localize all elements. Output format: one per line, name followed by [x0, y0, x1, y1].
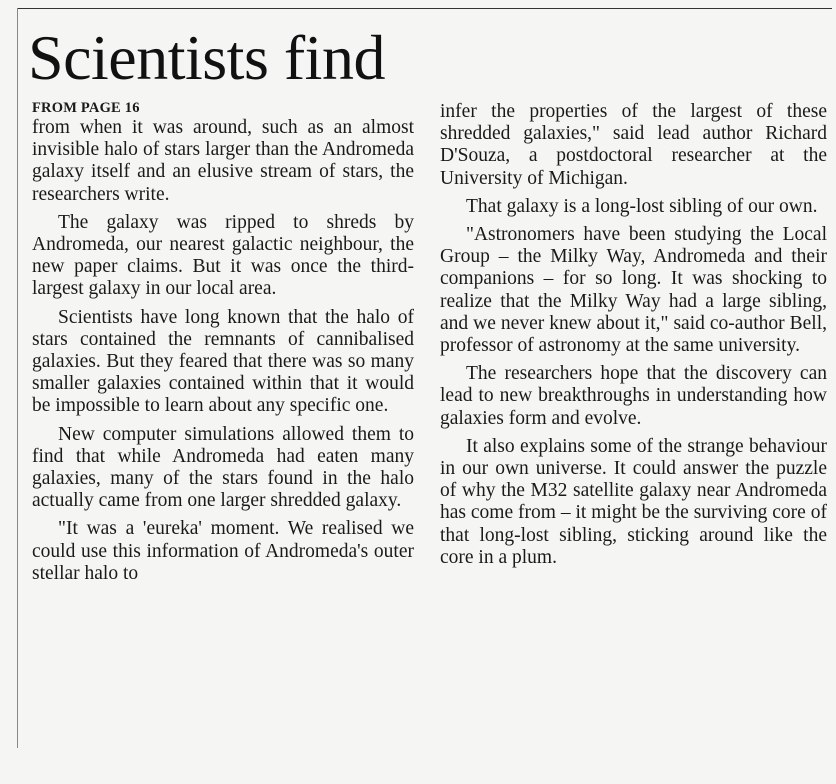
paragraph: Scientists have long known that the halo of stars contained the remnants of cannibalised galaxies. But they feared that there was so many smaller galaxies contained within that it would be impossible to learn about any specific one.	[32, 306, 414, 417]
paragraph: "Astronomers have been studying the Local Group – the Milky Way, Andromeda and their companions – for so long. It was shocking to realize that the Milky Way had a large sibling, and we never knew about it," said co-author Bell, professor of astronomy at the same university.	[440, 224, 827, 357]
paragraph: That galaxy is a long-lost sibling of our own.	[466, 195, 818, 217]
paragraph: New computer simulations allowed them to find that while Andromeda had eaten many galaxies, many of the stars found in the halo actually came from one larger shredded galaxy.	[32, 423, 414, 512]
article-column-1	[32, 100, 414, 591]
column-rule-left	[17, 8, 18, 748]
paragraph: infer the properties of the largest of these shredded galaxies," said lead author Richard D'Souza, a postdoctoral researcher at the University of Michigan.	[440, 101, 827, 189]
article-column-2	[440, 101, 827, 575]
paragraph: from when it was around, such as an almost invisible halo of stars larger than the Andromeda galaxy itself and an elusive stream of stars, the researchers write.	[32, 117, 414, 205]
paragraph: The galaxy was ripped to shreds by Andromeda, our nearest galactic neighbour, the new paper claims. But it was once the third-largest galaxy in our local area.	[32, 211, 414, 300]
paragraph: The researchers hope that the discovery can lead to new breakthroughs in understanding how galaxies form and evolve.	[440, 363, 827, 429]
paragraph: "It was a 'eureka' moment. We realised we could use this information of Andromeda's outer stellar halo to	[32, 518, 414, 584]
paragraph: It also explains some of the strange behaviour in our own universe. It could answer the puzzle of why the M32 satellite galaxy near Andromeda has come from – it might be the surviving core of that long-lost sibling, sticking around like the core in a plum.	[440, 435, 827, 568]
jump-line: FROM PAGE 16	[32, 100, 140, 116]
headline: Scientists find	[28, 22, 385, 93]
top-rule	[18, 8, 832, 9]
